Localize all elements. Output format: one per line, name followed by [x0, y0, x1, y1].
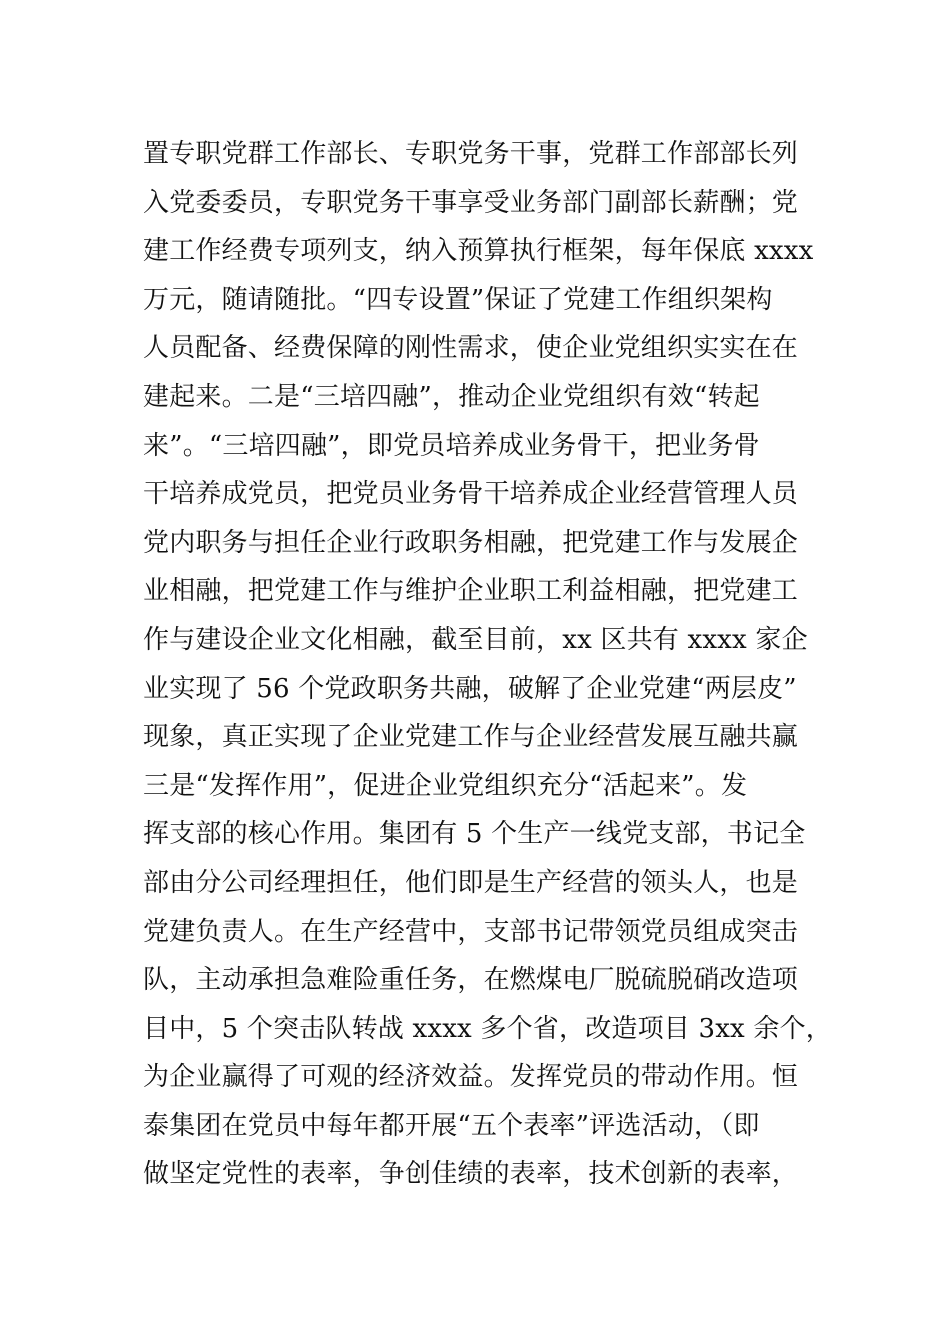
text-line: 三是“发挥作用”，促进企业党组织充分“活起来”。发	[143, 770, 748, 801]
text-line: 队，主动承担急难险重任务，在燃煤电厂脱硫脱硝改造项	[143, 965, 799, 996]
text-line: 干培养成党员，把党员业务骨干培养成企业经营管理人员	[143, 479, 799, 510]
text-line: 党内职务与担任企业行政职务相融，把党建工作与发展企	[143, 527, 799, 558]
text-line: 党建负责人。在生产经营中，支部书记带领党员组成突击	[143, 916, 799, 947]
text-line: 业相融，把党建工作与维护企业职工利益相融，把党建工	[143, 576, 799, 607]
text-line: 部由分公司经理担任，他们即是生产经营的领头人，也是	[143, 867, 799, 898]
text-line: 挥支部的核心作用。集团有 5 个生产一线党支部，书记全	[143, 819, 806, 850]
text-line: 做坚定党性的表率，争创佳绩的表率，技术创新的表率，	[143, 1159, 799, 1190]
text-line: 泰集团在党员中每年都开展“五个表率”评选活动，（即	[143, 1110, 760, 1141]
text-line: 为企业赢得了可观的经济效益。发挥党员的带动作用。恒	[143, 1062, 799, 1093]
text-line: 建工作经费专项列支，纳入预算执行框架，每年保底 xxxx	[143, 236, 814, 267]
text-line: 作与建设企业文化相融，截至目前，xx 区共有 xxxx 家企	[143, 624, 808, 655]
text-line: 建起来。二是“三培四融”，推动企业党组织有效“转起	[143, 381, 760, 412]
text-line: 现象，真正实现了企业党建工作与企业经营发展互融共赢	[143, 722, 799, 753]
body-paragraph	[143, 130, 832, 1199]
text-line: 人员配备、经费保障的刚性需求，使企业党组织实实在在	[143, 333, 799, 364]
text-line: 业实现了 56 个党政职务共融，破解了企业党建“两层皮”	[143, 673, 797, 704]
text-line: 来”。“三培四融”，即党员培养成业务骨干，把业务骨	[143, 430, 760, 461]
text-line: 置专职党群工作部长、专职党务干事，党群工作部部长列	[143, 139, 799, 169]
text-line: 目中，5 个突击队转战 xxxx 多个省，改造项目 3xx 余个，	[143, 1013, 832, 1044]
text-line: 万元，随请随批。“四专设置”保证了党建工作组织架构	[143, 284, 773, 315]
text-line: 入党委委员，专职党务干事享受业务部门副部长薪酬；党	[143, 187, 799, 218]
